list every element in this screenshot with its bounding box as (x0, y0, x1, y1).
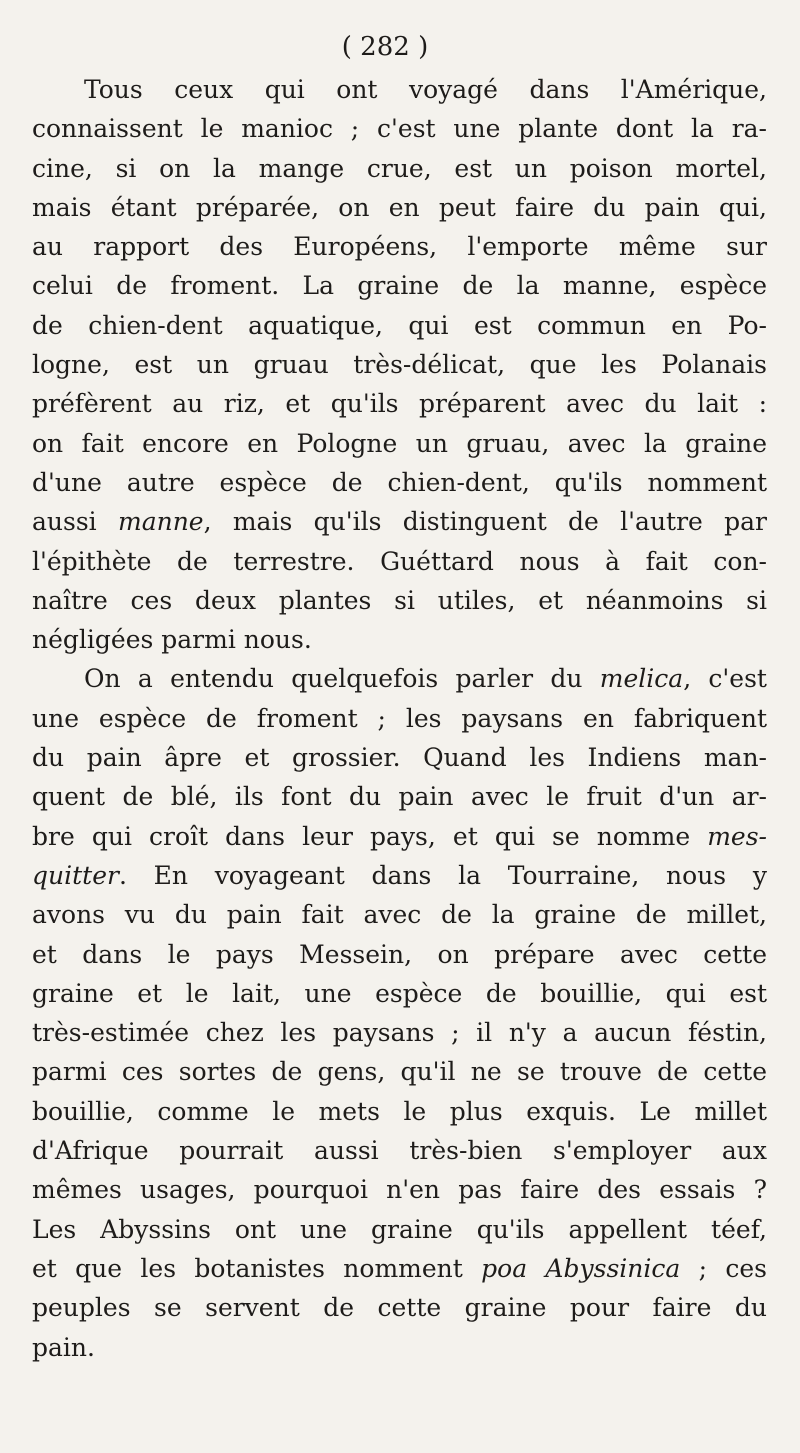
text-line: Les Abyssins ont une graine qu'ils appellent téef, (32, 1214, 767, 1244)
text-line: et dans le pays Messein, on prépare avec cette (32, 939, 767, 969)
text-line: au rapport des Européens, l'emporte même sur (32, 232, 767, 262)
text-line: très-estimée chez les paysans ; il n'y a aucun féstin, (32, 1018, 767, 1048)
text-run: bre qui croît dans leur pays, et qui se nomme (32, 821, 708, 851)
text-run: On a entendu quelquefois parler du (84, 664, 600, 694)
text-line: quent de blé, ils font du pain avec le fruit d'un ar- (32, 782, 767, 812)
text-line: connaissent le manioc ; c'est une plante dont la ra- (32, 114, 767, 144)
text-run: aussi (32, 507, 118, 537)
text-line: d'Afrique pourrait aussi très-bien s'employer aux (32, 1136, 767, 1166)
text-line: pain. (32, 1332, 95, 1362)
paragraph (32, 70, 767, 659)
body-text (32, 70, 767, 1367)
text-run: ; ces (680, 1253, 767, 1283)
text-line: négligées parmi nous. (32, 625, 312, 655)
text-line: une espèce de froment ; les paysans en fabriquent (32, 703, 767, 733)
text-line: mêmes usages, pourquoi n'en pas faire des essais ? (32, 1175, 767, 1205)
text-line: préfèrent au riz, et qu'ils préparent avec du lait : (32, 389, 767, 419)
text-line (32, 502, 767, 541)
text-line (32, 1249, 767, 1288)
text-line: logne, est un gruau très-délicat, que les Polanais (32, 350, 767, 380)
text-line: l'épithète de terrestre. Guéttard nous à fait con- (32, 546, 767, 576)
text-line (32, 817, 767, 856)
text-line: de chien-dent aquatique, qui est commun en Po- (32, 310, 767, 340)
text-run: , mais qu'ils distinguent de l'autre par (203, 507, 768, 537)
italic-term: mes- (707, 821, 767, 851)
text-line: mais étant préparée, on en peut faire du pain qui, (32, 192, 767, 222)
text-line: d'une autre espèce de chien-dent, qu'ils nomment (32, 467, 767, 497)
text-line: du pain âpre et grossier. Quand les Indiens man- (32, 743, 767, 773)
text-line: avons vu du pain fait avec de la graine de millet, (32, 900, 767, 930)
text-line (32, 659, 767, 698)
text-run: . En voyageant dans la Tourraine, nous y (118, 860, 767, 890)
show-through-bleed (160, 1368, 730, 1396)
text-line: Tous ceux qui ont voyagé dans l'Amérique, (84, 75, 767, 104)
text-line: parmi ces sortes de gens, qu'il ne se trouve de cette (32, 1057, 767, 1087)
text-line: bouillie, comme le mets le plus exquis. Le millet (32, 1096, 767, 1126)
text-line: naître ces deux plantes si utiles, et néanmoins si (32, 585, 767, 615)
italic-term: poa Abyssinica (481, 1253, 681, 1283)
text-line: cine, si on la mange crue, est un poison mortel, (32, 153, 767, 183)
text-line: on fait encore en Pologne un gruau, avec la graine (32, 428, 767, 458)
text-run: et que les botanistes nomment (32, 1253, 482, 1283)
text-line: peuples se servent de cette graine pour faire du (32, 1293, 767, 1323)
italic-term: quitter (32, 860, 119, 890)
paragraph (32, 659, 767, 1366)
text-line: celui de froment. La graine de la manne, espèce (32, 271, 767, 301)
italic-term: manne (117, 507, 204, 537)
italic-term: melica (599, 664, 684, 694)
text-run: , c'est (683, 664, 767, 694)
text-line: graine et le lait, une espèce de bouillie, qui est (32, 978, 767, 1008)
page-number: ( 282 ) (341, 32, 429, 62)
text-line (32, 856, 767, 895)
